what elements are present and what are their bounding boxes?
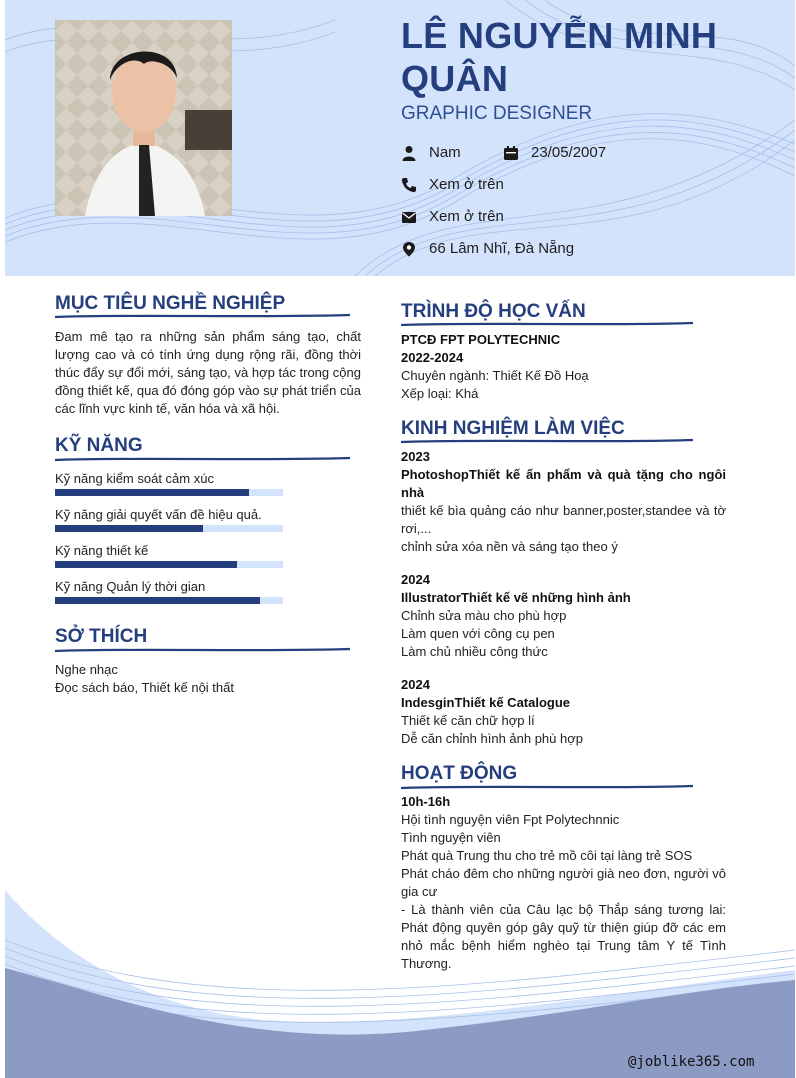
skill-label: Kỹ năng Quản lý thời gian — [55, 579, 206, 594]
experience-item — [401, 676, 726, 748]
address-row — [401, 240, 574, 257]
experience-year: 2024 — [401, 677, 430, 692]
experience-underline — [401, 438, 693, 444]
skill-label: Kỹ năng giải quyết vấn đề hiệu quả. — [55, 507, 262, 522]
experience-heading: PhotoshopThiết kế ấn phẩm và quà tặng cho ngôi nhà — [401, 467, 726, 500]
activity-line: Tình nguyện viên — [401, 830, 501, 845]
experience-detail: Làm quen với công cụ pen — [401, 626, 555, 641]
phone-row — [401, 176, 504, 193]
candidate-name: LÊ NGUYỄN MINH QUÂN — [401, 15, 718, 99]
watermark: @joblike365.com — [628, 1054, 755, 1070]
birthdate-value: 23/05/2007 — [531, 144, 607, 161]
activity-line: Phát quà Trung thu cho trẻ mồ côi tại làng trẻ SOS — [401, 848, 693, 863]
skill-label: Kỹ năng thiết kế — [55, 543, 149, 558]
activity-line: - Là thành viên của Câu lạc bộ Thắp sáng tương lai: Phát động quyên góp gây quỹ từ thiện giúp đỡ các em nhỏ mắc bệnh hiểm nghèo tại Trung tâm Y tế Tình Thương. — [401, 902, 726, 971]
hobby-item: Nghe nhạc — [55, 662, 118, 677]
email-value: Xem ở trên — [429, 208, 504, 225]
experience-item — [401, 448, 726, 556]
job-title: GRAPHIC DESIGNER — [401, 103, 593, 124]
gender-row — [401, 144, 461, 161]
skills-title: KỸ NĂNG — [55, 435, 143, 456]
hobbies-title: SỞ THÍCH — [55, 626, 148, 647]
experience-title: KINH NGHIỆM LÀM VIỆC — [401, 418, 625, 439]
phone-value: Xem ở trên — [429, 176, 504, 193]
activities-title: HOẠT ĐỘNG — [401, 763, 518, 784]
experience-detail: thiết kế bìa quảng cáo như banner,poster,standee và tờ rơi,... — [401, 503, 726, 536]
email-row — [401, 208, 504, 225]
address-value: 66 Lâm Nhĩ, Đà Nẵng — [429, 240, 575, 257]
experience-detail: Chỉnh sửa màu cho phù hợp — [401, 608, 567, 623]
objective-text: Đam mê tạo ra những sản phẩm sáng tạo, chất lượng cao và có tính ứng dụng rộng rãi, đồng thời thúc đẩy sự đổi mới, sáng tạo, và hợp tác trong cộng đồng thiết kế, qua đó đóng góp vào sự phát triển của các lĩnh vực kinh tế, văn hóa và xã hội. — [55, 329, 361, 416]
activity-time: 10h-16h — [401, 794, 451, 809]
activities-underline — [401, 784, 693, 790]
profile-photo — [55, 20, 232, 216]
school-years: 2022-2024 — [401, 350, 464, 365]
experience-year: 2023 — [401, 449, 430, 464]
skill-bar-fill — [55, 489, 249, 496]
education-major: Chuyên ngành: Thiết Kế Đồ Hoạ — [401, 368, 589, 383]
hobby-item: Đọc sách báo, Thiết kế nội thất — [55, 680, 234, 695]
experience-heading: IndesginThiết kế Catalogue — [401, 695, 571, 710]
hobbies-list — [55, 661, 361, 697]
experience-detail: chỉnh sửa xóa nền và sáng tạo theo ý — [401, 539, 618, 554]
skills-underline — [55, 456, 350, 462]
phone-icon — [401, 177, 417, 193]
objective-underline — [55, 313, 350, 319]
skill-bar-fill — [55, 525, 203, 532]
school-name: PTCĐ FPT POLYTECHNIC — [401, 332, 561, 347]
gender-value: Nam — [429, 144, 461, 161]
education-underline — [401, 321, 693, 327]
activity-line: Phát cháo đêm cho những người già neo đơn, người vô gia cư — [401, 866, 726, 899]
education-grade: Xếp loại: Khá — [401, 386, 479, 401]
calendar-icon — [503, 145, 519, 161]
skill-bar-fill — [55, 561, 237, 568]
experience-detail: Làm chủ nhiều công thức — [401, 644, 548, 659]
experience-year: 2024 — [401, 572, 430, 587]
activity-line: Hội tình nguyện viên Fpt Polytechnnic — [401, 812, 620, 827]
activities-block — [401, 793, 726, 973]
location-pin-icon — [401, 241, 417, 257]
envelope-icon — [401, 209, 417, 225]
experience-detail: Thiết kế căn chữ hợp lí — [401, 713, 535, 728]
experience-item — [401, 571, 726, 661]
user-icon — [401, 145, 417, 161]
birthdate-row — [503, 144, 606, 161]
skill-label: Kỹ năng kiểm soát cảm xúc — [55, 471, 214, 486]
experience-heading: IllustratorThiết kế vẽ những hình ảnh — [401, 590, 631, 605]
cv-page — [5, 0, 795, 1078]
experience-detail: Dễ căn chỉnh hình ảnh phù hợp — [401, 731, 583, 746]
education-block — [401, 331, 726, 403]
hobbies-underline — [55, 647, 350, 653]
skill-bar-fill — [55, 597, 260, 604]
education-title: TRÌNH ĐỘ HỌC VẤN — [401, 301, 586, 322]
objective-title: MỤC TIÊU NGHỀ NGHIỆP — [55, 293, 286, 314]
